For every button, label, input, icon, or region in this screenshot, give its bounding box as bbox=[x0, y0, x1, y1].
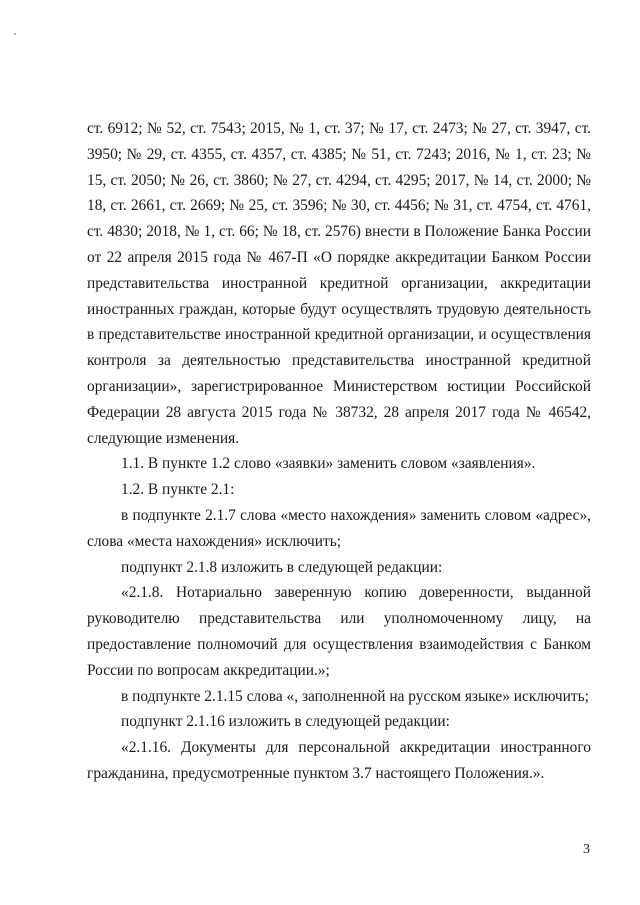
scan-artifact bbox=[14, 33, 16, 35]
paragraph-2-1-8-text: «2.1.8. Нотариально заверенную копию доверенности, выданной руководителю представительства или уполномоченному лицу, на предоставление полномочий для осуществления взаимодействия с Банком России по вопросам аккредитации.»; bbox=[87, 584, 591, 679]
paragraph-1-1: 1.1. В пункте 1.2 слово «заявки» заменить словом «заявления». bbox=[121, 455, 536, 473]
paragraph-2-1-15: в подпункте 2.1.15 слова «, заполненной на русском языке» исключить; bbox=[121, 687, 589, 705]
paragraph-2-1-16-text: «2.1.16. Документы для персональной аккредитации иностранного гражданина, предусмотренные пунктом 3.7 настоящего Положения.». bbox=[87, 739, 591, 782]
paragraph-2-1-8-intro: подпункт 2.1.8 изложить в следующей редакции: bbox=[121, 558, 443, 576]
paragraph-1-2: 1.2. В пункте 2.1: bbox=[121, 481, 235, 499]
document-body bbox=[87, 116, 591, 787]
page-number: 3 bbox=[583, 842, 590, 857]
paragraph-2-1-7: в подпункте 2.1.7 слова «место нахождения» заменить словом «адрес», слова «места нахождения» исключить; bbox=[87, 506, 591, 550]
paragraph-2-1-16-intro: подпункт 2.1.16 изложить в следующей редакции: bbox=[121, 713, 450, 731]
paragraph-amendment-intro: ст. 6912; № 52, ст. 7543; 2015, № 1, ст. 37; № 17, ст. 2473; № 27, ст. 3947, ст. 3950; № 29, ст. 4355, ст. 4357, ст. 4385; № 51, ст. 7243; 2016, № 1, ст. 23; № 15, ст. 2050; № 26, ст. 3860; № 27, ст. 4294, ст. 4295; 2017, № 14, ст. 2000; № 18, ст. 2661, ст. 2669; № 25, ст. 3596; № 30, ст. 4456; № 31, ст. 4754, ст. 4761, ст. 4830; 2018, № 1, ст. 66; № 18, ст. 2576) внести в Положение Банка России от 22 апреля 2015 года № 467-П «О порядке аккредитации Банком России представительства иностранной кредитной организации, аккредитации иностранных граждан, которые будут осуществлять трудовую деятельность в представительстве иностранной кредитной организации, и осуществления контроля за деятельностью представительства иностранной кредитной организации», зарегистрированное Министерством юстиции Российской Федерации 28 августа 2015 года № 38732, 28 апреля 2017 года № 46542, следующие изменения. bbox=[87, 120, 591, 447]
